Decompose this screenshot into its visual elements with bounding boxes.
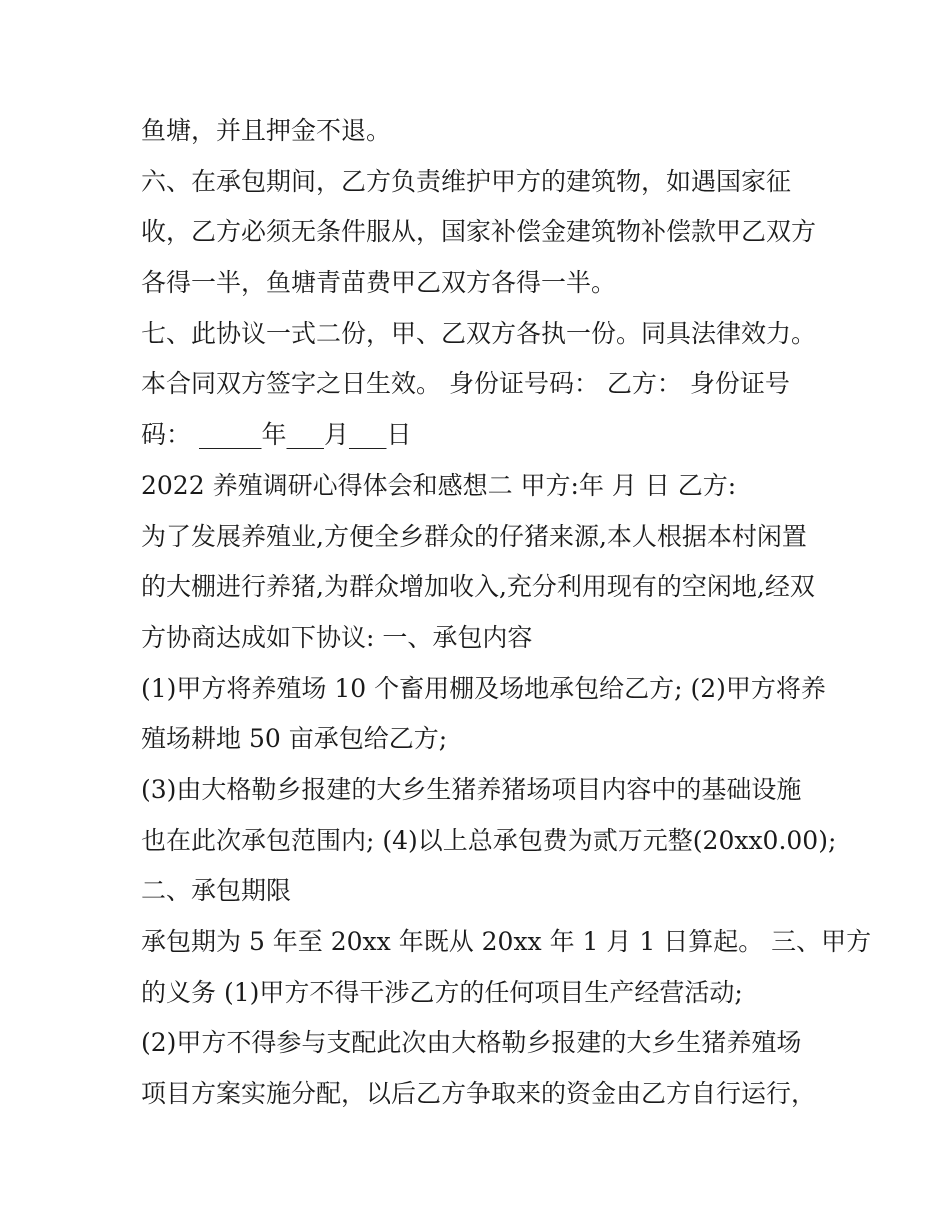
text-line: 鱼塘，并且押金不退。 [141,116,392,145]
text-line: (2)甲方不得参与支配此次由大格勒乡报建的大乡生猪养殖场 [141,1028,802,1058]
text-line: 各得一半，鱼塘青苗费甲乙双方各得一半。 [141,268,617,298]
text-line: 方协商达成如下协议: 一、承包内容 [141,622,533,652]
text-line: 的义务 (1)甲方不得干涉乙方的任何项目生产经营活动; [141,977,743,1007]
text-line: 也在此次承包范围内; (4)以上总承包费为贰万元整(20xx0.00); [141,825,837,855]
text-line: 收，乙方必须无条件服从，国家补偿金建筑物补偿款甲乙双方 [141,217,817,247]
text-line: 为了发展养殖业,方便全乡群众的仔猪来源,本人根据本村闲置 [141,521,807,551]
text-line: 项目方案实施分配，以后乙方争取来的资金由乙方自行运行， [141,1079,817,1109]
text-line: 殖场耕地 50 亩承包给乙方; [141,724,448,754]
text-line: 本合同双方签字之日生效。 身份证号码： 乙方： 身份证号 [141,369,790,399]
text-line: 六、在承包期间，乙方负责维护甲方的建筑物，如遇国家征 [141,166,792,196]
signature-date-line: 码： _____年___月___日 [141,420,412,450]
document-body [141,106,872,1120]
text-line: 的大棚进行养猪,为群众增加收入,充分利用现有的空闲地,经双 [141,572,815,602]
text-line: 承包期为 5 年至 20xx 年既从 20xx 年 1 月 1 日算起。 三、甲方 [141,927,872,956]
text-line: 二、承包期限 [141,876,292,906]
text-line: (1)甲方将养殖场 10 个畜用棚及场地承包给乙方; (2)甲方将养 [141,673,826,703]
text-line: 七、此协议一式二份，甲、乙双方各执一份。同具法律效力。 [141,318,817,348]
text-line: (3)由大格勒乡报建的大乡生猪养猪场项目内容中的基础设施 [141,774,802,804]
section-heading: 2022 养殖调研心得体会和感想二 甲方:年 月 日 乙方: [141,470,737,500]
